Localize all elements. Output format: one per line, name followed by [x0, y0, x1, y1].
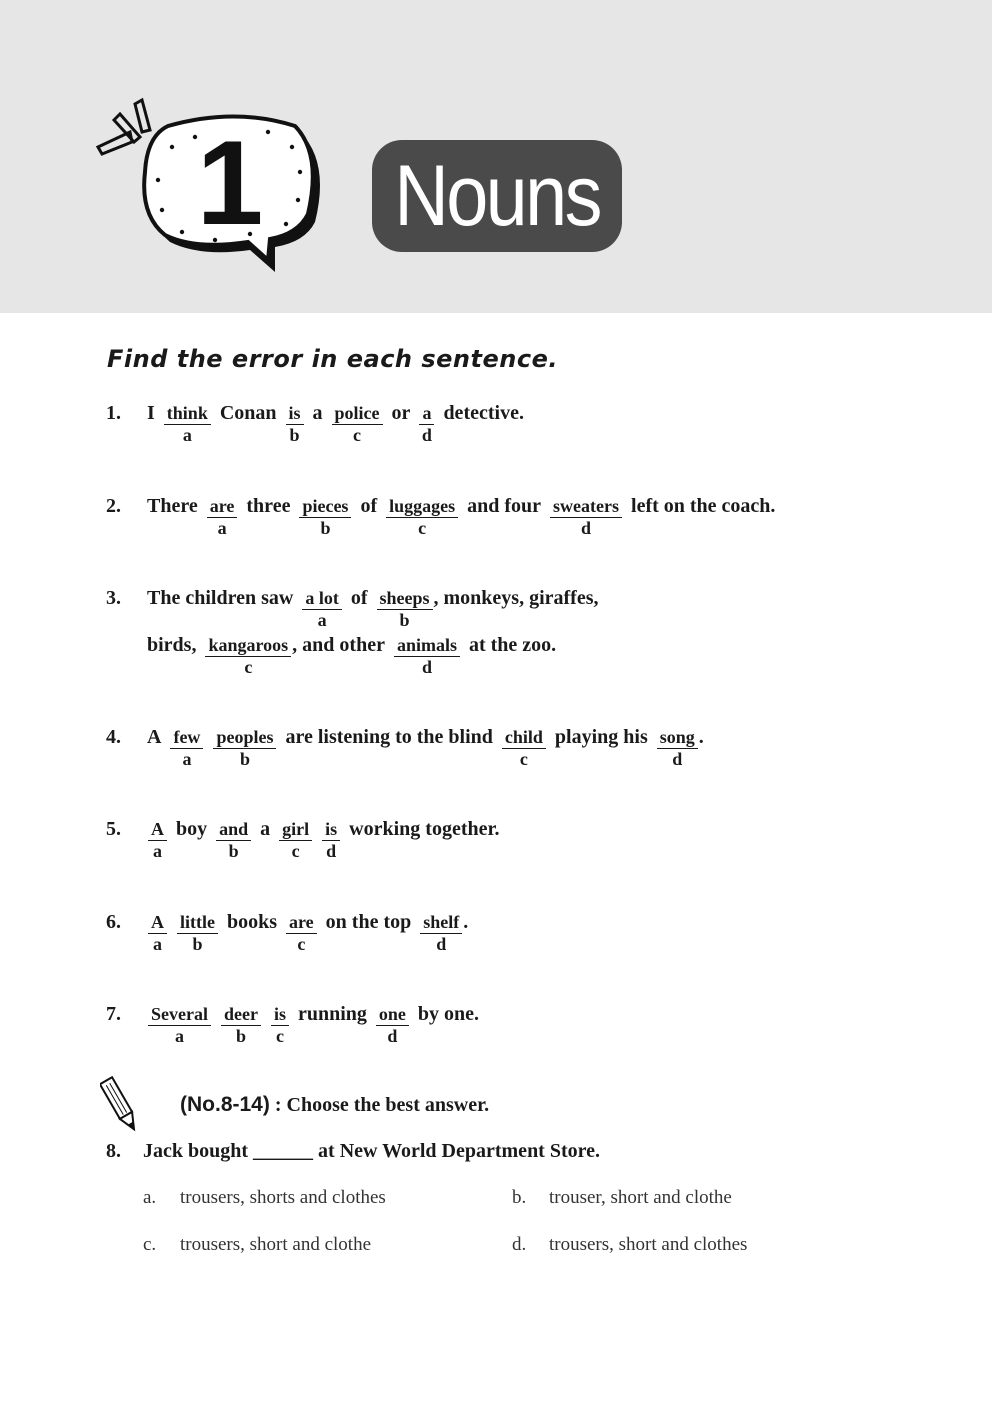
choice-text: trousers, shorts and clothes [180, 1187, 386, 1208]
sentence-text: . [698, 726, 704, 748]
sentence-text: a [260, 818, 271, 840]
answer-option[interactable] [164, 402, 211, 445]
sentence-text: . [463, 911, 469, 933]
answer-option[interactable] [302, 587, 342, 630]
answer-option[interactable] [502, 726, 546, 769]
section-range: (No.8-14) [180, 1093, 270, 1116]
choice-a[interactable] [143, 1187, 386, 1209]
answer-option[interactable] [299, 495, 351, 538]
answer-option[interactable] [205, 634, 291, 677]
option-letter: c [244, 657, 253, 677]
option-letter: c [353, 425, 362, 445]
question-number: 7. [106, 1003, 121, 1025]
sentence-text: at the zoo. [468, 634, 557, 656]
sentence-text: on the top [325, 911, 412, 933]
question-text: Jack bought ______ at New World Department Store. [143, 1140, 601, 1162]
option-letter: d [421, 425, 432, 445]
option-letter: a [182, 425, 192, 445]
answer-option[interactable] [657, 726, 698, 769]
underlined-word: child [502, 726, 546, 749]
choice-text: trousers, short and clothe [180, 1234, 372, 1255]
option-letter: d [326, 841, 337, 861]
answer-option[interactable] [279, 818, 312, 861]
question-number: 3. [106, 587, 121, 609]
answer-option[interactable] [177, 911, 218, 954]
option-letter: c [418, 518, 427, 538]
choice-letter: d. [512, 1234, 527, 1255]
answer-option[interactable] [148, 818, 167, 861]
option-letter: c [519, 749, 528, 769]
sentence-line [106, 495, 779, 538]
answer-option[interactable] [550, 495, 622, 538]
option-letter: a [217, 518, 227, 538]
answer-option[interactable] [377, 587, 433, 630]
question-1 [106, 402, 528, 445]
sentence-text: boy [176, 818, 208, 840]
sentence-text: , monkeys, giraffes, [433, 587, 599, 609]
chapter-title: Nouns [394, 148, 600, 244]
answer-option[interactable] [286, 911, 317, 954]
sentence-line [106, 402, 528, 445]
underlined-word: a [419, 402, 434, 425]
choice-letter: a. [143, 1187, 157, 1208]
option-letter: b [239, 749, 250, 769]
underlined-word: shelf [420, 911, 462, 934]
sentence-text: birds, [147, 634, 197, 656]
question-number: 5. [106, 818, 121, 840]
sentence-text: Conan [219, 402, 277, 424]
sentence-text: , and other [292, 634, 385, 656]
option-letter: c [291, 841, 300, 861]
underlined-word: is [322, 818, 340, 841]
answer-option[interactable] [286, 402, 304, 445]
sentence-text: of [360, 495, 378, 517]
option-letter: a [182, 749, 192, 769]
answer-option[interactable] [386, 495, 458, 538]
option-letter: d [387, 1026, 398, 1046]
question-number: 6. [106, 911, 121, 933]
choice-c[interactable] [143, 1234, 371, 1256]
underlined-word: little [177, 911, 218, 934]
option-letter: a [317, 610, 327, 630]
question-4 [106, 726, 708, 769]
option-letter: b [235, 1026, 246, 1046]
sentence-text: by one. [417, 1003, 480, 1025]
sentence-text: three [246, 495, 291, 517]
underlined-word: pieces [299, 495, 351, 518]
underlined-word: police [332, 402, 383, 425]
question-number: 8. [106, 1140, 121, 1162]
sentence-text: working together. [349, 818, 500, 840]
option-letter: d [421, 657, 432, 677]
answer-option[interactable] [394, 634, 460, 677]
sentence-text: A [147, 726, 162, 748]
sentence-line [106, 818, 504, 861]
underlined-word: and [216, 818, 251, 841]
answer-option[interactable] [216, 818, 251, 861]
option-letter: d [672, 749, 683, 769]
instruction-heading: Find the error in each sentence. [107, 345, 558, 373]
choice-text: trousers, short and clothes [549, 1234, 748, 1255]
choice-letter: b. [512, 1187, 527, 1208]
option-letter: c [275, 1026, 284, 1046]
sentence-text: books [226, 911, 278, 933]
option-letter: b [289, 425, 300, 445]
underlined-word: girl [279, 818, 312, 841]
underlined-word: Several [148, 1003, 211, 1026]
question-number: 4. [106, 726, 121, 748]
choice-text: trouser, short and clothe [549, 1187, 732, 1208]
sentence-text: or [391, 402, 411, 424]
option-letter: a [153, 841, 162, 861]
option-letter: b [399, 610, 410, 630]
answer-option[interactable] [221, 1003, 261, 1046]
option-letter: d [581, 518, 592, 538]
sentence-text: are listening to the blind [285, 726, 493, 748]
question-3 [106, 587, 603, 677]
underlined-word: deer [221, 1003, 261, 1026]
underlined-word: sheeps [377, 587, 433, 610]
sentence-text: and four [467, 495, 542, 517]
answer-option[interactable] [207, 495, 238, 538]
underlined-word: is [286, 402, 304, 425]
answer-option[interactable] [332, 402, 383, 445]
choice-d[interactable] [512, 1234, 747, 1256]
sentence-text: a [312, 402, 323, 424]
section-note-text: : Choose the best answer. [274, 1094, 490, 1116]
choice-b[interactable] [512, 1187, 732, 1209]
sentence-line [106, 726, 708, 769]
sentence-line [106, 1003, 483, 1046]
underlined-word: song [657, 726, 698, 749]
underlined-word: peoples [213, 726, 276, 749]
option-letter: a [174, 1026, 184, 1046]
underlined-word: A [148, 818, 167, 841]
sentence-line [106, 634, 603, 677]
answer-option[interactable] [322, 818, 340, 861]
underlined-word: one [376, 1003, 409, 1026]
sentence-text: running [297, 1003, 367, 1025]
question-number: 1. [106, 402, 121, 424]
answer-option[interactable] [419, 402, 434, 445]
underlined-word: kangaroos [205, 634, 291, 657]
underlined-word: few [170, 726, 203, 749]
sentence-text: of [350, 587, 368, 609]
option-letter: b [192, 934, 203, 954]
question-8 [106, 1140, 600, 1163]
sentence-text: detective. [443, 402, 524, 424]
question-number: 2. [106, 495, 121, 517]
sentence-text: There [147, 495, 198, 517]
underlined-word: are [207, 495, 238, 518]
answer-option[interactable] [148, 1003, 211, 1046]
underlined-word: think [164, 402, 211, 425]
option-letter: d [436, 934, 447, 954]
option-letter: b [320, 518, 331, 538]
option-letter: c [297, 934, 306, 954]
answer-option[interactable] [271, 1003, 289, 1046]
answer-option[interactable] [376, 1003, 409, 1046]
section-note [180, 1093, 489, 1117]
sentence-text: left on the coach. [631, 495, 776, 517]
choice-letter: c. [143, 1234, 157, 1255]
option-letter: b [228, 841, 239, 861]
question-7 [106, 1003, 483, 1046]
underlined-word: is [271, 1003, 289, 1026]
sentence-text: playing his [554, 726, 648, 748]
sentence-line [106, 911, 472, 954]
underlined-word: are [286, 911, 317, 934]
answer-option[interactable] [170, 726, 203, 769]
answer-option[interactable] [213, 726, 276, 769]
sentence-text: I [147, 402, 155, 424]
option-letter: a [153, 934, 162, 954]
underlined-word: A [148, 911, 167, 934]
underlined-word: luggages [386, 495, 458, 518]
underlined-word: sweaters [550, 495, 622, 518]
question-5 [106, 818, 504, 861]
chapter-number: 1 [196, 116, 264, 250]
underlined-word: animals [394, 634, 460, 657]
question-6 [106, 911, 472, 954]
sentence-line [106, 587, 603, 630]
pencil-icon [100, 1075, 140, 1135]
sentence-text: The children saw [147, 587, 294, 609]
answer-option[interactable] [148, 911, 167, 954]
question-2 [106, 495, 779, 538]
answer-option[interactable] [420, 911, 462, 954]
underlined-word: a lot [302, 587, 342, 610]
